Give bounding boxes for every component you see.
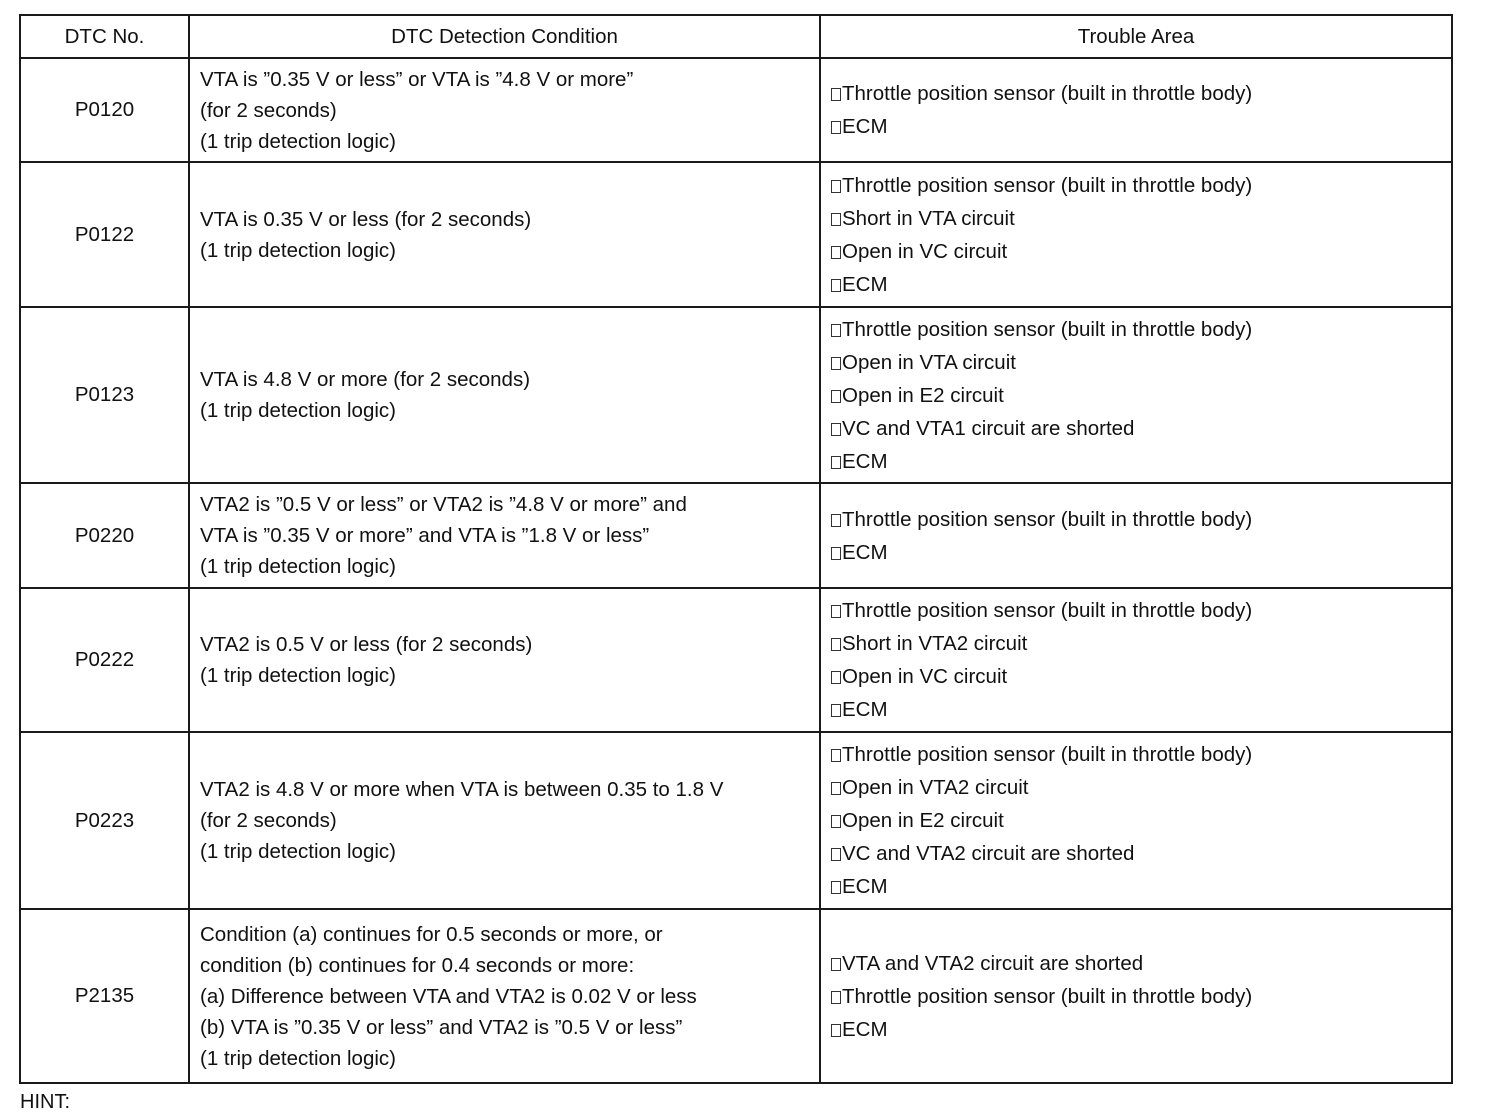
bullet-box-icon — [831, 423, 841, 436]
trouble-area-item — [831, 1013, 1451, 1046]
trouble-area-item — [831, 412, 1451, 445]
trouble-area-text: Throttle position sensor (built in throttle body) — [842, 173, 1253, 197]
trouble-area — [820, 588, 1452, 732]
trouble-area-text: Open in E2 circuit — [842, 809, 1004, 832]
bullet-box-icon — [831, 704, 841, 717]
bullet-box-icon — [831, 749, 841, 762]
trouble-area-item — [831, 771, 1451, 804]
trouble-area-text: VTA and VTA2 circuit are shorted — [842, 951, 1144, 975]
trouble-area-text: ECM — [842, 272, 888, 296]
header-dtc-no: DTC No. — [20, 15, 189, 58]
trouble-area-item — [831, 693, 1451, 726]
trouble-area-item — [831, 313, 1451, 346]
header-detection-condition: DTC Detection Condition — [189, 15, 820, 58]
condition-line: (a) Difference between VTA and VTA2 is 0.02 V or less — [200, 984, 697, 1008]
dtc-code: P0120 — [20, 58, 189, 162]
dtc-code: P0223 — [20, 732, 189, 909]
trouble-area-text: Open in VC circuit — [842, 665, 1008, 688]
trouble-area-text: Throttle position sensor (built in throttle body) — [842, 82, 1253, 105]
detection-condition — [189, 307, 820, 483]
table-row — [20, 483, 1452, 588]
detection-condition — [189, 588, 820, 732]
bullet-box-icon — [831, 958, 841, 971]
trouble-area-text: ECM — [842, 449, 888, 473]
bullet-box-icon — [831, 357, 841, 370]
trouble-area-text: Throttle position sensor (built in throttle body) — [842, 599, 1253, 622]
dtc-code: P0220 — [20, 483, 189, 588]
hint-note — [20, 1091, 100, 1113]
trouble-area-text: ECM — [842, 698, 888, 721]
trouble-area-text: ECM — [842, 1017, 888, 1041]
trouble-area — [820, 307, 1452, 483]
bullet-box-icon — [831, 782, 841, 795]
condition-line: (1 trip detection logic) — [200, 1046, 396, 1070]
trouble-area-text: ECM — [842, 540, 888, 564]
condition-line: (1 trip detection logic) — [200, 238, 396, 262]
trouble-area — [820, 909, 1452, 1083]
trouble-area-text: Throttle position sensor (built in throttle body) — [842, 317, 1253, 341]
header-row — [20, 15, 1452, 58]
trouble-area-item — [831, 77, 1451, 110]
trouble-area-text: VC and VTA1 circuit are shorted — [842, 416, 1135, 440]
condition-line: (1 trip detection logic) — [200, 129, 396, 153]
bullet-box-icon — [831, 456, 841, 469]
detection-condition — [189, 58, 820, 162]
table-row — [20, 58, 1452, 162]
trouble-area-text: Throttle position sensor (built in throttle body) — [842, 984, 1253, 1008]
trouble-area — [820, 732, 1452, 909]
trouble-area-text: ECM — [842, 115, 888, 138]
bullet-box-icon — [831, 213, 841, 226]
bullet-box-icon — [831, 991, 841, 1004]
dtc-code: P2135 — [20, 909, 189, 1083]
bullet-box-icon — [831, 180, 841, 193]
condition-line: VTA is 4.8 V or more (for 2 seconds) — [200, 368, 531, 391]
trouble-area-item — [831, 627, 1451, 660]
bullet-box-icon — [831, 88, 841, 101]
condition-line: (b) VTA is ”0.35 V or less” and VTA2 is ”0.5 V or less” — [200, 1015, 683, 1039]
dtc-code: P0122 — [20, 162, 189, 307]
trouble-area-text: VC and VTA2 circuit are shorted — [842, 842, 1135, 865]
header-trouble-area: Trouble Area — [820, 15, 1452, 58]
trouble-area-item — [831, 837, 1451, 870]
table-row — [20, 909, 1452, 1083]
trouble-area-text: ECM — [842, 875, 888, 898]
condition-line: Condition (a) continues for 0.5 seconds or more, or — [200, 922, 663, 946]
trouble-area-item — [831, 870, 1451, 903]
condition-line: VTA is ”0.35 V or less” or VTA is ”4.8 V or more” — [200, 67, 634, 91]
trouble-area-item — [831, 169, 1451, 202]
bullet-box-icon — [831, 279, 841, 292]
condition-line: VTA is 0.35 V or less (for 2 seconds) — [200, 207, 532, 231]
bullet-box-icon — [831, 324, 841, 337]
condition-line: (for 2 seconds) — [200, 809, 337, 832]
trouble-area-item — [831, 947, 1451, 980]
detection-condition — [189, 162, 820, 307]
trouble-area-item — [831, 503, 1451, 536]
detection-condition — [189, 909, 820, 1083]
trouble-area-item — [831, 804, 1451, 837]
trouble-area-item — [831, 594, 1451, 627]
bullet-box-icon — [831, 514, 841, 527]
condition-line: (1 trip detection logic) — [200, 840, 396, 863]
trouble-area-item — [831, 110, 1451, 143]
bullet-box-icon — [831, 848, 841, 861]
trouble-area-item — [831, 660, 1451, 693]
bullet-box-icon — [831, 605, 841, 618]
bullet-box-icon — [831, 121, 841, 134]
dtc-code: P0123 — [20, 307, 189, 483]
trouble-area-text: Short in VTA2 circuit — [842, 632, 1028, 655]
condition-line: condition (b) continues for 0.4 seconds or more: — [200, 953, 635, 977]
trouble-area-item — [831, 346, 1451, 379]
dtc-table-body — [20, 15, 1452, 1083]
trouble-area — [820, 58, 1452, 162]
condition-line: VTA2 is 4.8 V or more when VTA is between 0.35 to 1.8 V — [200, 778, 724, 801]
condition-line: VTA2 is ”0.5 V or less” or VTA2 is ”4.8 V or more” and — [200, 493, 687, 516]
condition-line: VTA is ”0.35 V or more” and VTA is ”1.8 V or less” — [200, 524, 650, 547]
trouble-area-item — [831, 445, 1451, 478]
dtc-code: P0222 — [20, 588, 189, 732]
trouble-area-text: Throttle position sensor (built in throttle body) — [842, 507, 1253, 531]
trouble-area-text: Open in VTA2 circuit — [842, 776, 1029, 799]
dtc-table — [19, 14, 1453, 1084]
bullet-box-icon — [831, 815, 841, 828]
table-row — [20, 732, 1452, 909]
bullet-box-icon — [831, 881, 841, 894]
trouble-area-item — [831, 202, 1451, 235]
bullet-box-icon — [831, 547, 841, 560]
trouble-area-item — [831, 536, 1451, 569]
trouble-area — [820, 162, 1452, 307]
trouble-area-text: Open in E2 circuit — [842, 383, 1004, 407]
detection-condition — [189, 483, 820, 588]
bullet-box-icon — [831, 638, 841, 651]
condition-line: (1 trip detection logic) — [200, 664, 396, 687]
trouble-area-text: Open in VTA circuit — [842, 350, 1016, 374]
trouble-area-item — [831, 980, 1451, 1013]
condition-line: (1 trip detection logic) — [200, 555, 396, 578]
condition-line: (for 2 seconds) — [200, 98, 337, 122]
detection-condition — [189, 732, 820, 909]
trouble-area-text: Open in VC circuit — [842, 239, 1008, 263]
trouble-area-item — [831, 268, 1451, 301]
trouble-area-item — [831, 235, 1451, 268]
table-row — [20, 307, 1452, 483]
trouble-area-text: Short in VTA circuit — [842, 206, 1015, 230]
bullet-box-icon — [831, 246, 841, 259]
trouble-area-text: Throttle position sensor (built in throttle body) — [842, 743, 1253, 766]
table-row — [20, 162, 1452, 307]
bullet-box-icon — [831, 671, 841, 684]
bullet-box-icon — [831, 390, 841, 403]
trouble-area-item — [831, 738, 1451, 771]
trouble-area-item — [831, 379, 1451, 412]
condition-line: VTA2 is 0.5 V or less (for 2 seconds) — [200, 633, 533, 656]
hint-label: HINT: — [20, 1091, 70, 1113]
table-row — [20, 588, 1452, 732]
bullet-box-icon — [831, 1024, 841, 1037]
trouble-area — [820, 483, 1452, 588]
condition-line: (1 trip detection logic) — [200, 399, 396, 422]
